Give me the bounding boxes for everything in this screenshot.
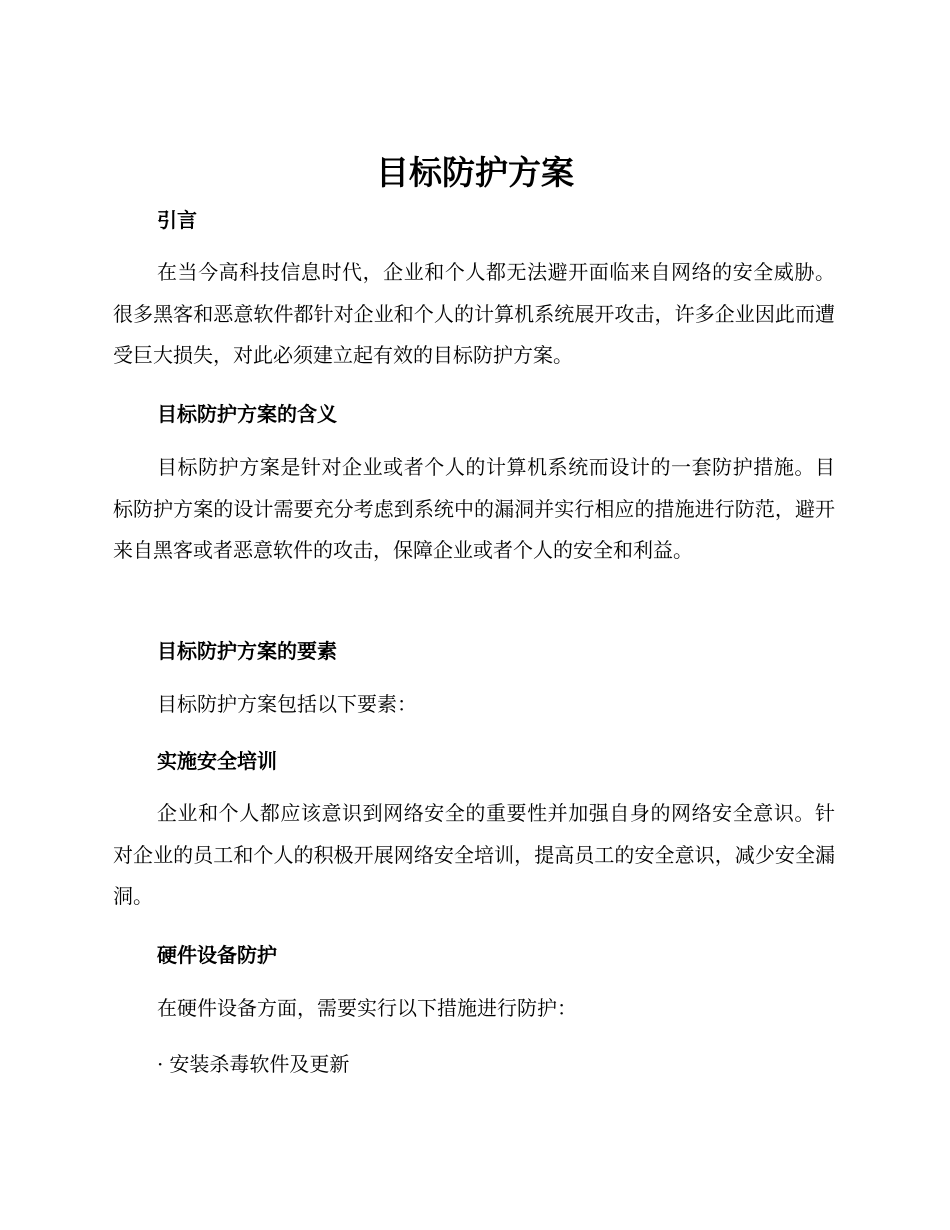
document-title: 目标防护方案 (376, 153, 574, 192)
heading-meaning: 目标防护方案的含义 (157, 402, 337, 426)
heading-security-training: 实施安全培训 (157, 749, 277, 773)
heading-elements: 目标防护方案的要素 (157, 639, 337, 663)
paragraph-elements: 目标防护方案包括以下要素： (157, 692, 417, 716)
paragraph-security-training: 企业和个人都应该意识到网络安全的重要性并加强自身的网络安全意识。针对企业的员工和个人的积极开展网络安全培训，提高员工的安全意识，减少安全漏洞。 (113, 801, 835, 908)
bullet-marker: · (157, 1052, 164, 1076)
paragraph-meaning: 目标防护方案是针对企业或者个人的计算机系统而设计的一套防护措施。目标防护方案的设计需要充分考虑到系统中的漏洞并实行相应的措施进行防范，避开来自黑客或者恶意软件的攻击，保障企业或者个人的安全和利益。 (113, 455, 835, 562)
bullet-item-text: 安装杀毒软件及更新 (169, 1052, 350, 1076)
heading-introduction: 引言 (157, 208, 197, 232)
heading-hardware-protection: 硬件设备防护 (157, 943, 277, 967)
bullet-list-item (157, 1049, 349, 1079)
paragraph-introduction: 在当今高科技信息时代，企业和个人都无法避开面临来自网络的安全威胁。很多黑客和恶意软件都针对企业和个人的计算机系统展开攻击，许多企业因此而遭受巨大损失，对此必须建立起有效的目标防护方案。 (113, 260, 835, 367)
paragraph-hardware-protection: 在硬件设备方面，需要实行以下措施进行防护： (157, 996, 577, 1020)
